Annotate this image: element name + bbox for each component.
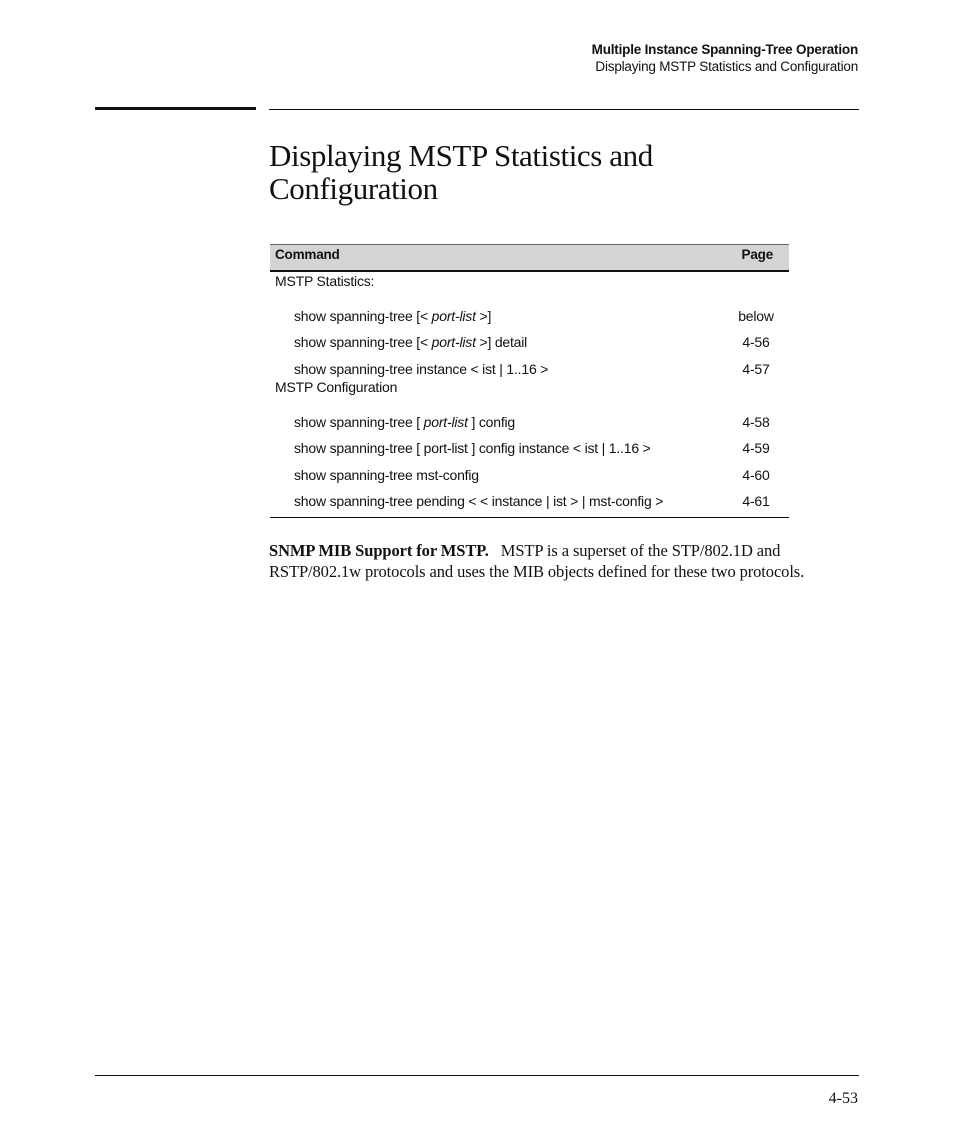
command-text: >] — [479, 307, 492, 324]
table-row — [270, 484, 789, 511]
section-title-line2: Configuration — [269, 171, 438, 206]
command-text: show spanning-tree [< — [294, 334, 428, 350]
page-cell: 4-60 — [742, 466, 770, 483]
section-title-line1: Displaying MSTP Statistics and — [269, 138, 653, 173]
section-title — [269, 139, 829, 205]
command-cell: show spanning-tree mst-config — [294, 466, 479, 483]
command-text: ] config — [471, 413, 516, 430]
command-cell: show spanning-tree [ port-list ] config instance < ist | 1..16 > — [294, 440, 651, 456]
table-header — [270, 244, 789, 272]
command-param: port-list — [423, 413, 468, 430]
command-cell: show spanning-tree pending < < instance | ist > | mst-config > — [294, 493, 664, 509]
command-cell — [294, 333, 527, 351]
running-head-chapter: Multiple Instance Spanning-Tree Operation — [591, 42, 858, 57]
table-row — [270, 352, 789, 379]
run-in-heading: SNMP MIB Support for MSTP. — [269, 541, 489, 560]
running-head — [592, 41, 858, 75]
command-cell: show spanning-tree instance < ist | 1..16 > — [294, 360, 549, 377]
page-cell: 4-58 — [742, 413, 770, 430]
command-cell — [294, 413, 515, 431]
page-cell: 4-61 — [742, 493, 770, 509]
page-number: 4-53 — [828, 1090, 858, 1107]
table-row — [270, 325, 789, 352]
table-row — [270, 405, 789, 432]
page-cell: 4-56 — [742, 334, 770, 350]
table-row — [270, 458, 789, 485]
group-label-configuration: MSTP Configuration — [275, 379, 398, 395]
table-row — [270, 431, 789, 458]
table-row — [270, 299, 789, 326]
table-body — [270, 272, 789, 518]
group-label-statistics: MSTP Statistics: — [275, 273, 375, 289]
page-cell: below — [738, 307, 774, 324]
table-header-command: Command — [275, 247, 340, 262]
header-rule-thick — [95, 107, 256, 110]
command-table — [270, 244, 789, 518]
command-text: show spanning-tree [ — [294, 413, 420, 430]
footer-rule — [95, 1075, 859, 1076]
table-group-row — [270, 272, 789, 299]
table-header-page: Page — [741, 247, 773, 262]
command-param: port-list — [431, 334, 476, 350]
command-text: show spanning-tree [< — [294, 307, 428, 324]
command-param: port-list — [431, 307, 476, 324]
page-cell: 4-57 — [742, 360, 770, 377]
header-rule-thin — [269, 109, 859, 110]
paragraph-text: MSTP is a superset of the STP/802.1D and RSTP/802.1w protocols and uses the MIB objects defined for these two protocols. — [269, 541, 805, 581]
command-text: >] detail — [479, 334, 528, 350]
table-group-row — [270, 378, 789, 405]
command-cell — [294, 307, 491, 325]
page-cell: 4-59 — [742, 440, 770, 456]
body-paragraph — [269, 540, 861, 582]
running-head-section: Displaying MSTP Statistics and Configuration — [595, 59, 858, 74]
